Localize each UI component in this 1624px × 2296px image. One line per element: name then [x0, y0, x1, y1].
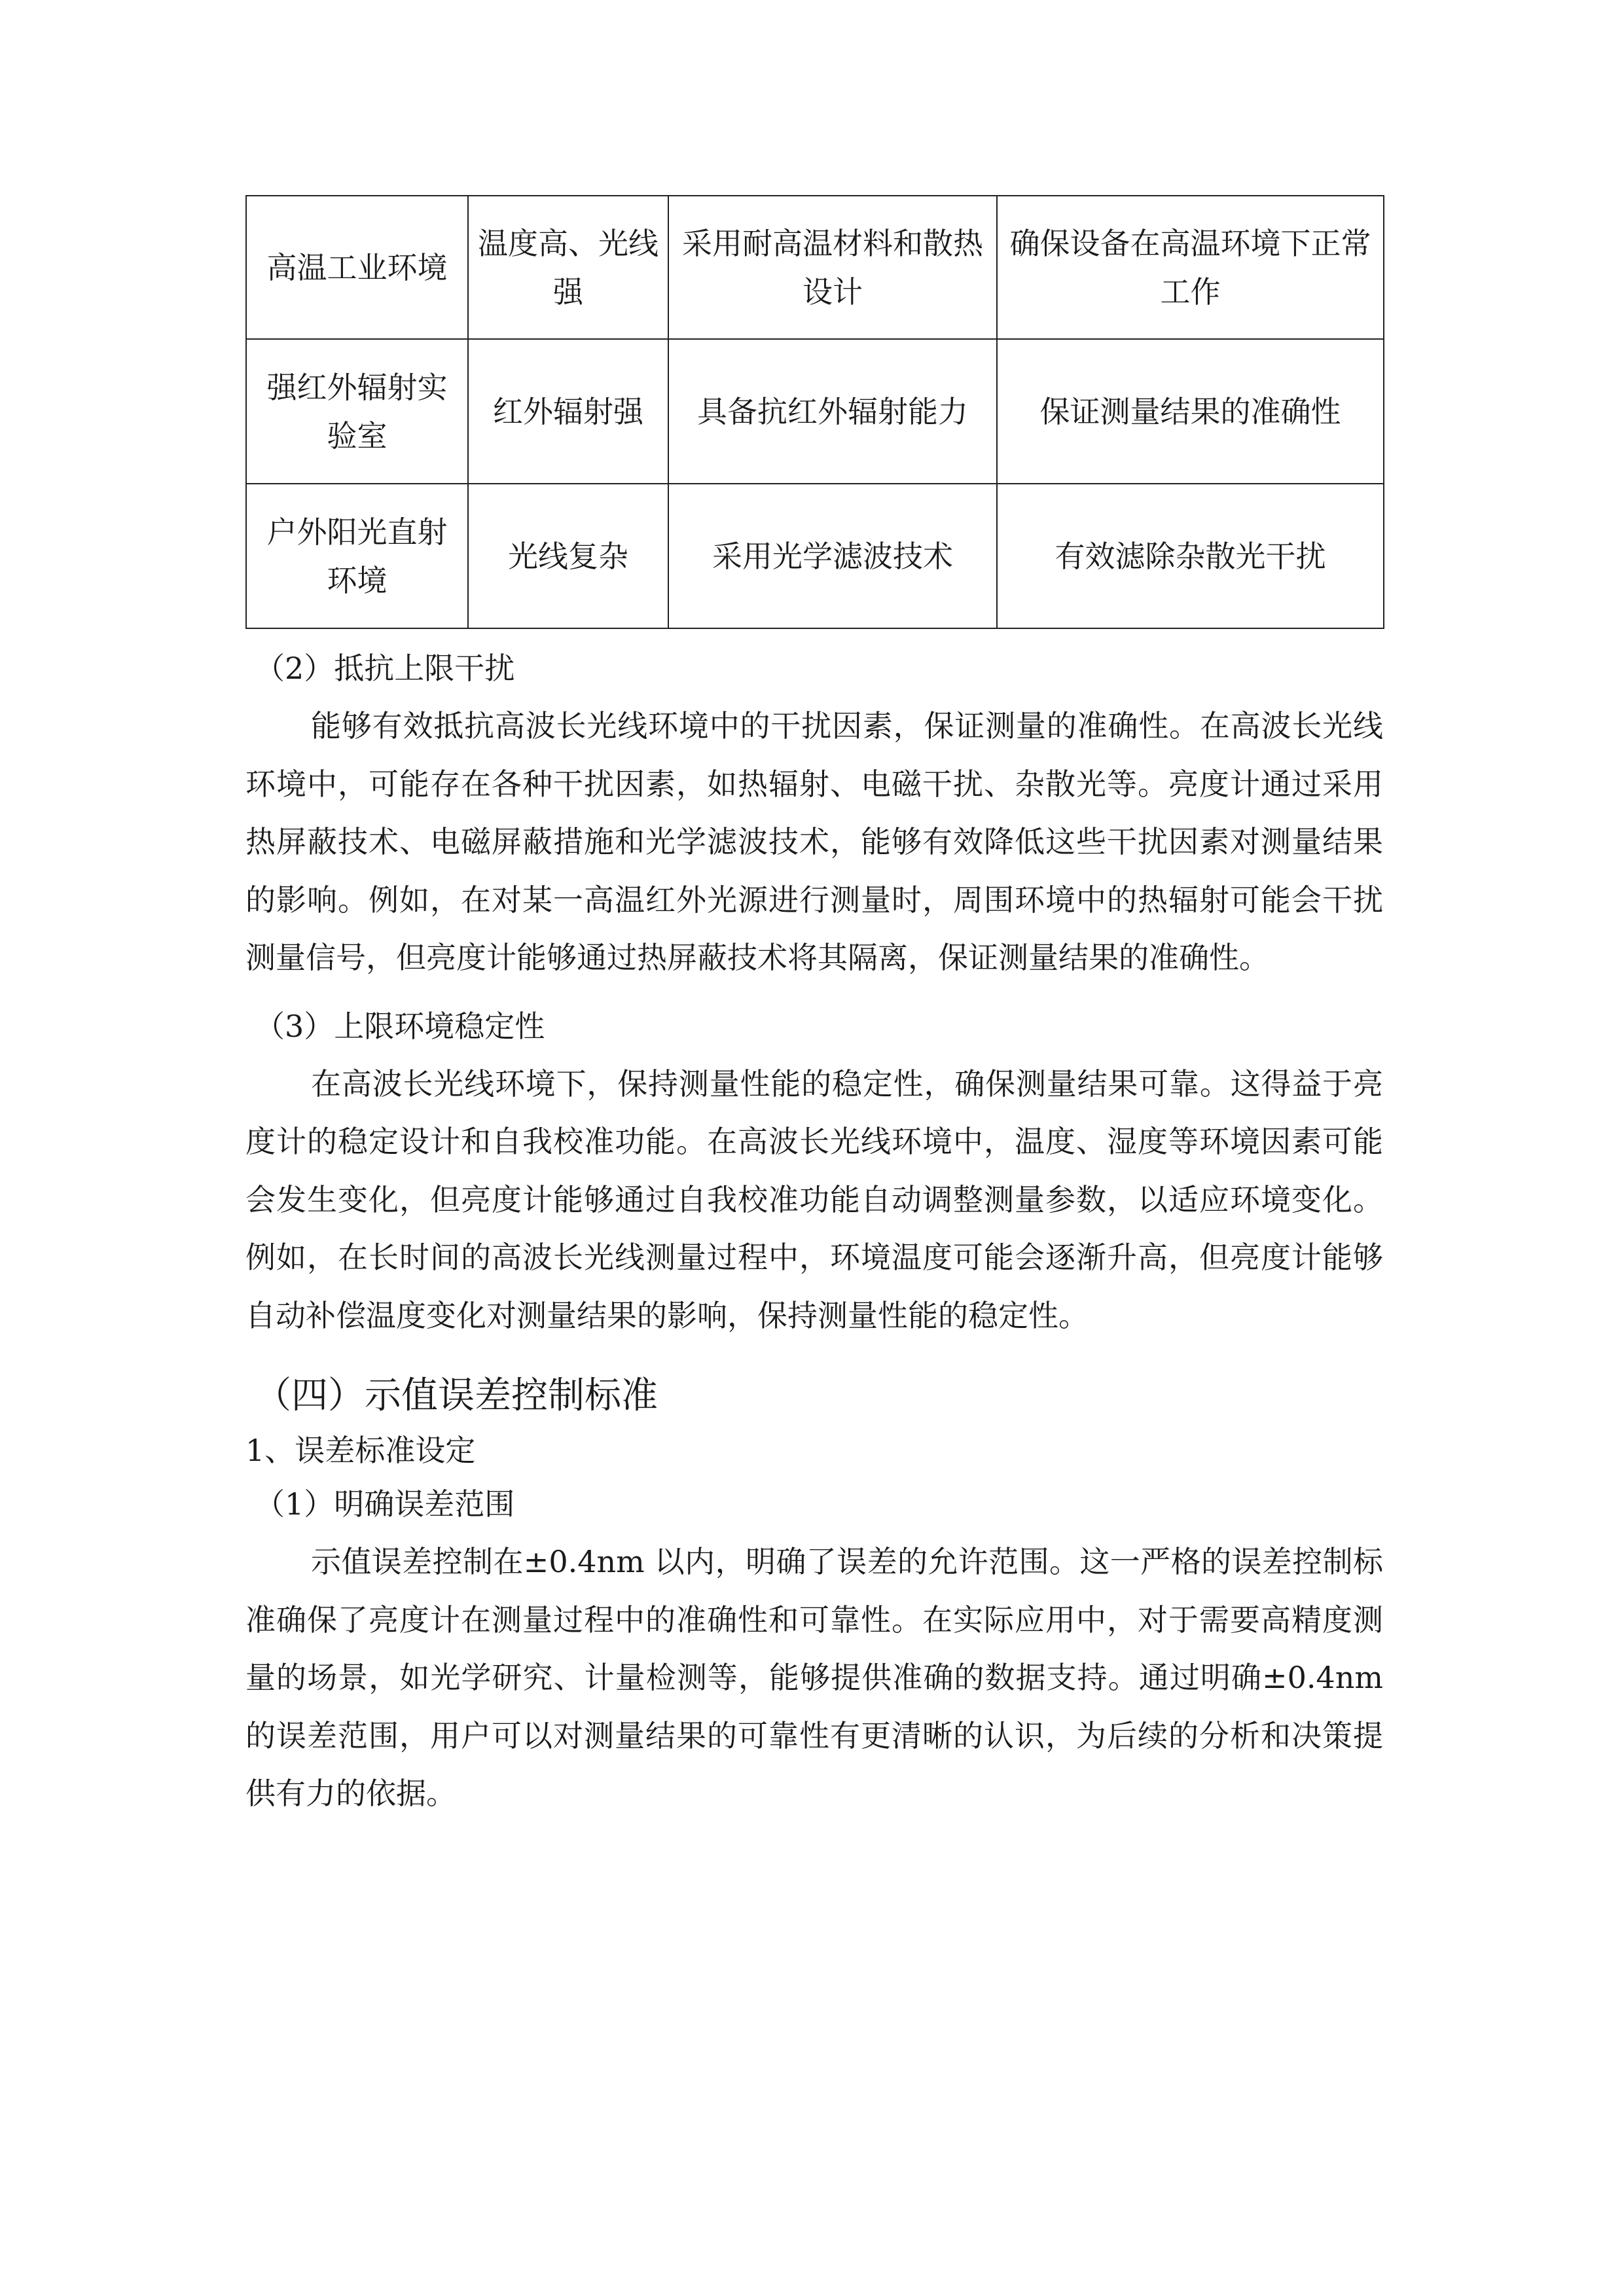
section-heading: （1）明确误差范围 — [255, 1486, 515, 1522]
table-cell: 确保设备在高温环境下正常工作 — [997, 196, 1384, 339]
table-row — [246, 196, 1384, 339]
table-row — [246, 484, 1384, 628]
table-row — [246, 339, 1384, 484]
table-cell: 红外辐射强 — [468, 339, 668, 484]
section-heading: （2）抵抗上限干扰 — [255, 651, 515, 686]
table-cell: 温度高、光线强 — [468, 196, 668, 339]
document-page — [245, 195, 1383, 1823]
chapter-heading: （四）示值误差控制标准 — [255, 1374, 658, 1417]
table-cell: 具备抗红外辐射能力 — [668, 339, 997, 484]
section-heading: （3）上限环境稳定性 — [255, 1008, 545, 1044]
table-cell: 光线复杂 — [468, 484, 668, 628]
body-paragraph: 在高波长光线环境下，保持测量性能的稳定性，确保测量结果可靠。这得益于亮度计的稳定设计和自我校准功能。在高波长光线环境中，温度、湿度等环境因素可能会发生变化，但亮度计能够通过自我校准功能自动调整测量参数，以适应环境变化。例如，在长时间的高波长光线测量过程中，环境温度可能会逐渐升高，但亮度计能够自动补偿温度变化对测量结果的影响，保持测量性能的稳定性。 — [245, 1066, 1383, 1333]
body-paragraph: 能够有效抵抗高波长光线环境中的干扰因素，保证测量的准确性。在高波长光线环境中，可能存在各种干扰因素，如热辐射、电磁干扰、杂散光等。亮度计通过采用热屏蔽技术、电磁屏蔽措施和光学滤波技术，能够有效降低这些干扰因素对测量结果的影响。例如，在对某一高温红外光源进行测量时，周围环境中的热辐射可能会干扰测量信号，但亮度计能够通过热屏蔽技术将其隔离，保证测量结果的准确性。 — [245, 708, 1383, 975]
table-cell: 高温工业环境 — [246, 196, 468, 339]
table-cell: 强红外辐射实验室 — [246, 339, 468, 484]
environment-table — [245, 195, 1384, 629]
table-cell: 保证测量结果的准确性 — [997, 339, 1384, 484]
body-paragraph: 示值误差控制在±0.4nm 以内，明确了误差的允许范围。这一严格的误差控制标准确保了亮度计在测量过程中的准确性和可靠性。在实际应用中，对于需要高精度测量的场景，如光学研究、计量检测等，能够提供准确的数据支持。通过明确±0.4nm 的误差范围，用户可以对测量结果的可靠性有更清晰的认识，为后续的分析和决策提供有力的依据。 — [245, 1544, 1383, 1811]
table-cell: 有效滤除杂散光干扰 — [997, 484, 1384, 628]
table-cell: 采用光学滤波技术 — [668, 484, 997, 628]
subsection-heading: 1、误差标准设定 — [245, 1433, 476, 1468]
table-cell: 采用耐高温材料和散热设计 — [668, 196, 997, 339]
table-cell: 户外阳光直射环境 — [246, 484, 468, 628]
